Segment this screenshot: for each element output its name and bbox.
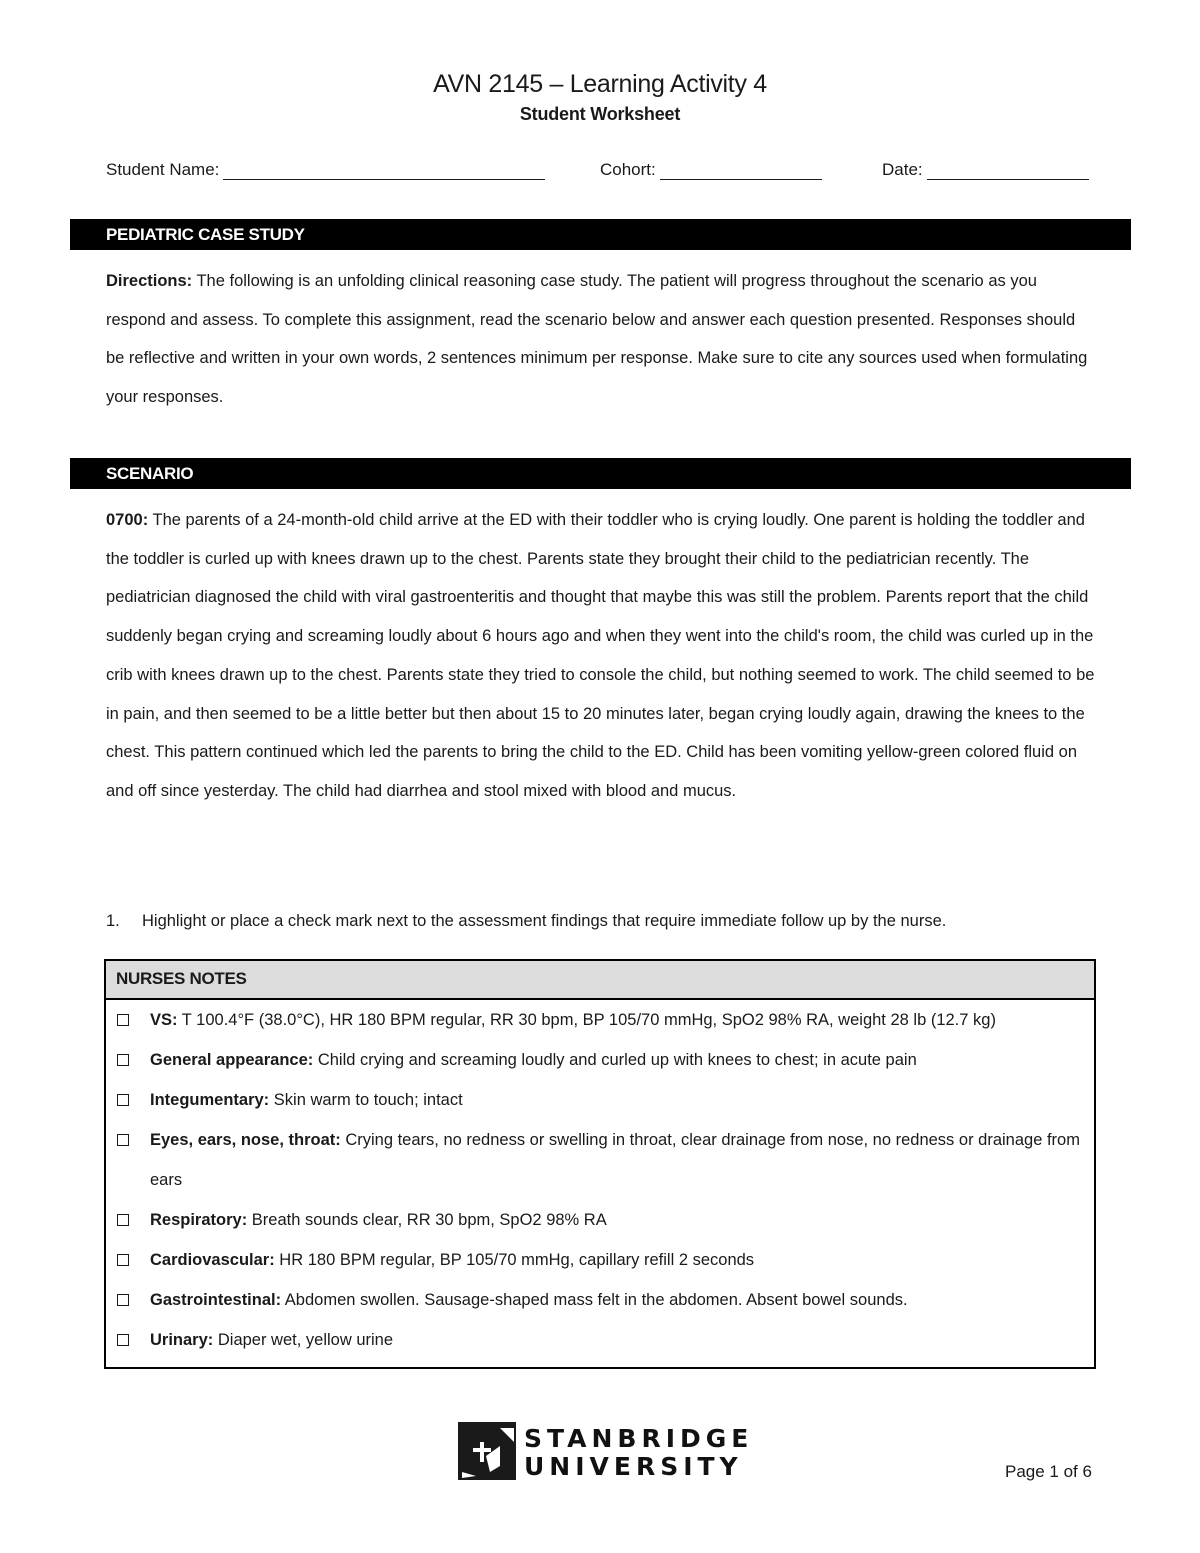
question-number: 1. xyxy=(106,912,120,930)
date-field[interactable] xyxy=(882,160,1089,180)
directions-paragraph xyxy=(106,262,1096,417)
student-name-field[interactable] xyxy=(106,160,545,180)
note-label: Respiratory: xyxy=(150,1211,248,1229)
note-text: Diaper wet, yellow urine xyxy=(213,1331,394,1349)
date-line[interactable] xyxy=(927,161,1089,180)
checkbox[interactable] xyxy=(117,1054,129,1066)
section-heading-scenario: SCENARIO xyxy=(70,458,1131,489)
document-title: AVN 2145 – Learning Activity 4 xyxy=(433,70,767,98)
note-label: Eyes, ears, nose, throat: xyxy=(150,1131,341,1149)
note-label: General appearance: xyxy=(150,1051,314,1069)
student-name-line[interactable] xyxy=(223,161,545,180)
logo-wordmark-line2: UNIVERSITY xyxy=(524,1452,743,1481)
note-label: Cardiovascular: xyxy=(150,1251,275,1269)
checkbox[interactable] xyxy=(117,1134,129,1146)
note-text: HR 180 BPM regular, BP 105/70 mmHg, capillary refill 2 seconds xyxy=(274,1251,755,1269)
logo-wordmark-line1: STANBRIDGE xyxy=(524,1424,754,1453)
note-text: T 100.4°F (38.0°C), HR 180 BPM regular, RR 30 bpm, BP 105/70 mmHg, SpO2 98% RA, weight 28 lb (12.7 kg) xyxy=(177,1011,996,1029)
note-label: Gastrointestinal: xyxy=(150,1291,282,1309)
note-label: Urinary: xyxy=(150,1331,214,1349)
question-1 xyxy=(106,912,1096,931)
scenario-time-label: 0700: xyxy=(106,511,149,529)
checkbox[interactable] xyxy=(117,1214,129,1226)
note-item-general-appearance xyxy=(106,1040,1094,1080)
shield-logo-icon xyxy=(456,1420,518,1482)
cohort-line[interactable] xyxy=(660,161,822,180)
note-text: Breath sounds clear, RR 30 bpm, SpO2 98% RA xyxy=(247,1211,607,1229)
student-info-row xyxy=(106,160,1096,190)
note-item-vs xyxy=(106,1000,1094,1040)
directions-label: Directions: xyxy=(106,272,193,290)
note-text: Abdomen swollen. Sausage-shaped mass felt in the abdomen. Absent bowel sounds. xyxy=(281,1291,908,1309)
document-subtitle: Student Worksheet xyxy=(519,104,681,124)
note-item-integumentary xyxy=(106,1080,1094,1120)
checkbox[interactable] xyxy=(117,1094,129,1106)
note-text: Crying tears, no redness or swelling in throat, clear drainage from nose, no redness or drainage from ears xyxy=(150,1131,1080,1189)
scenario-text: The parents of a 24-month-old child arrive at the ED with their toddler who is crying loudly. One parent is holding the toddler and the toddler is curled up with knees drawn up to the chest. Parents state they brought their child to the pediatrician recently. The pediatrician diagnosed the child with viral gastroenteritis and thought that maybe this was still the problem. Parents report that the child suddenly began crying and screaming loudly about 6 hours ago and when they went into the child's room, the child was curled up in the crib with knees drawn up to the chest. Parents state they tried to console the child, but nothing seemed to work. The child seemed to be in pain, and then seemed to be a little better but then about 15 to 20 minutes later, began crying loudly again, drawing the knees to the chest. This pattern continued which led the parents to bring the child to the ED. Child has been vomiting yellow-green colored fluid on and off since yesterday. The child had diarrhea and stool mixed with blood and mucus. xyxy=(106,511,1095,800)
checkbox[interactable] xyxy=(117,1294,129,1306)
nurses-notes-list xyxy=(106,1000,1094,1360)
nurses-notes-table xyxy=(104,959,1096,1369)
directions-text: The following is an unfolding clinical reasoning case study. The patient will progress throughout the scenario as you respond and assess. To complete this assignment, read the scenario below and answer each question presented. Responses should be reflective and written in your own words, 2 sentences minimum per response. Make sure to cite any sources used when formulating your responses. xyxy=(106,272,1088,407)
section-heading-case-study: PEDIATRIC CASE STUDY xyxy=(70,219,1131,250)
checkbox[interactable] xyxy=(117,1334,129,1346)
note-item-eent xyxy=(106,1120,1094,1200)
page-number: Page 1 of 6 xyxy=(1005,1462,1092,1481)
question-text: Highlight or place a check mark next to the assessment findings that require immediate follow up by the nurse. xyxy=(142,912,947,930)
note-item-gastrointestinal xyxy=(106,1280,1094,1320)
checkbox[interactable] xyxy=(117,1254,129,1266)
stanbridge-logo xyxy=(456,1420,756,1482)
scenario-paragraph xyxy=(106,501,1096,811)
nurses-notes-heading: NURSES NOTES xyxy=(106,961,1094,1000)
note-label: Integumentary: xyxy=(150,1091,270,1109)
cohort-label: Cohort: xyxy=(600,160,656,179)
note-label: VS: xyxy=(150,1011,178,1029)
note-text: Skin warm to touch; intact xyxy=(269,1091,463,1109)
note-item-cardiovascular xyxy=(106,1240,1094,1280)
note-text: Child crying and screaming loudly and curled up with knees to chest; in acute pain xyxy=(313,1051,917,1069)
cohort-field[interactable] xyxy=(600,160,822,180)
note-item-urinary xyxy=(106,1320,1094,1360)
note-item-respiratory xyxy=(106,1200,1094,1240)
checkbox[interactable] xyxy=(117,1014,129,1026)
student-name-label: Student Name: xyxy=(106,160,220,179)
date-label: Date: xyxy=(882,160,923,179)
